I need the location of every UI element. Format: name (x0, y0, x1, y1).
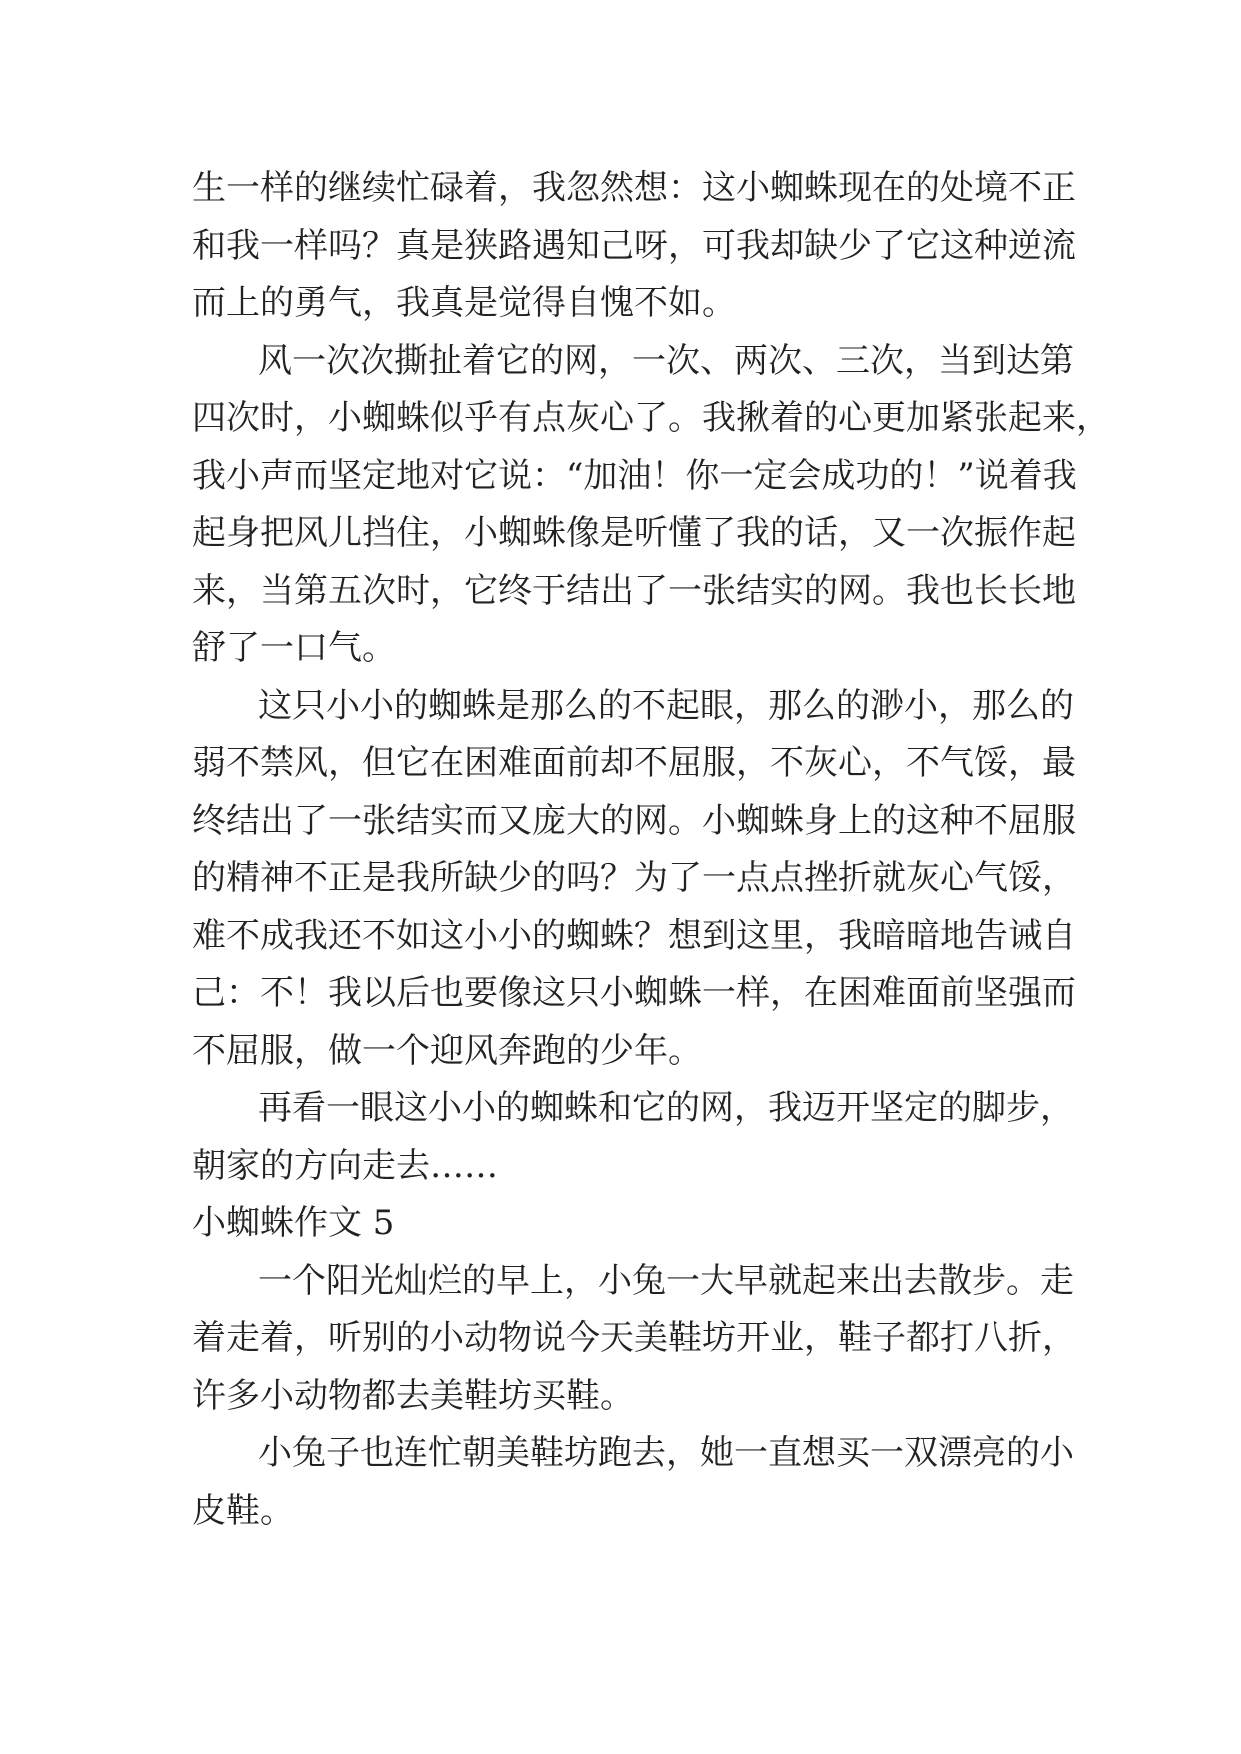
text-line: 许多小动物都去美鞋坊买鞋。 (192, 1375, 634, 1416)
section-heading: 小蜘蛛作文 5 (192, 1203, 395, 1243)
text-line: 不屈服，做一个迎风奔跑的少年。 (192, 1030, 702, 1071)
text-line: 来，当第五次时，它终于结出了一张结实的网。我也长长地 (192, 570, 1076, 611)
text-line: 舒了一口气。 (192, 628, 396, 668)
text-line: 和我一样吗？真是狭路遇知己呀，可我却缺少了它这种逆流 (192, 225, 1076, 266)
document-body (192, 160, 1110, 1540)
text-line: 而上的勇气，我真是觉得自愧不如。 (192, 283, 736, 323)
text-line: 我小声而坚定地对它说：“加油！你一定会成功的！”说着我 (192, 455, 1077, 496)
text-line: 起身把风儿挡住，小蜘蛛像是听懂了我的话，又一次振作起 (192, 513, 1076, 553)
paragraph-first-line: 这只小小的蜘蛛是那么的不起眼，那么的渺小，那么的 (258, 685, 1074, 726)
text-line: 弱不禁风，但它在困难面前却不屈服，不灰心，不气馁，最 (192, 743, 1076, 783)
paragraph-first-line: 风一次次撕扯着它的网，一次、两次、三次，当到达第 (258, 340, 1074, 381)
text-line: 己：不！我以后也要像这只小蜘蛛一样，在困难面前坚强而 (192, 973, 1076, 1013)
paragraph-first-line: 小兔子也连忙朝美鞋坊跑去，她一直想买一双漂亮的小 (258, 1433, 1074, 1473)
text-line: 的精神不正是我所缺少的吗？为了一点点挫折就灰心气馁， (192, 858, 1076, 898)
text-line: 着走着，听别的小动物说今天美鞋坊开业，鞋子都打八折， (192, 1318, 1076, 1358)
text-line: 难不成我还不如这小小的蜘蛛？想到这里，我暗暗地告诫自 (192, 915, 1076, 956)
text-line: 四次时，小蜘蛛似乎有点灰心了。我揪着的心更加紧张起来， (192, 398, 1110, 438)
paragraph-first-line: 再看一眼这小小的蜘蛛和它的网，我迈开坚定的脚步， (258, 1088, 1074, 1128)
text-line: 终结出了一张结实而又庞大的网。小蜘蛛身上的这种不屈服 (192, 800, 1076, 841)
paragraph-first-line: 一个阳光灿烂的早上，小兔一大早就起来出去散步。走 (258, 1260, 1074, 1301)
text-line: 生一样的继续忙碌着，我忽然想：这小蜘蛛现在的处境不正 (192, 168, 1076, 208)
text-line: 皮鞋。 (192, 1490, 294, 1531)
text-line: 朝家的方向走去…… (192, 1145, 498, 1186)
